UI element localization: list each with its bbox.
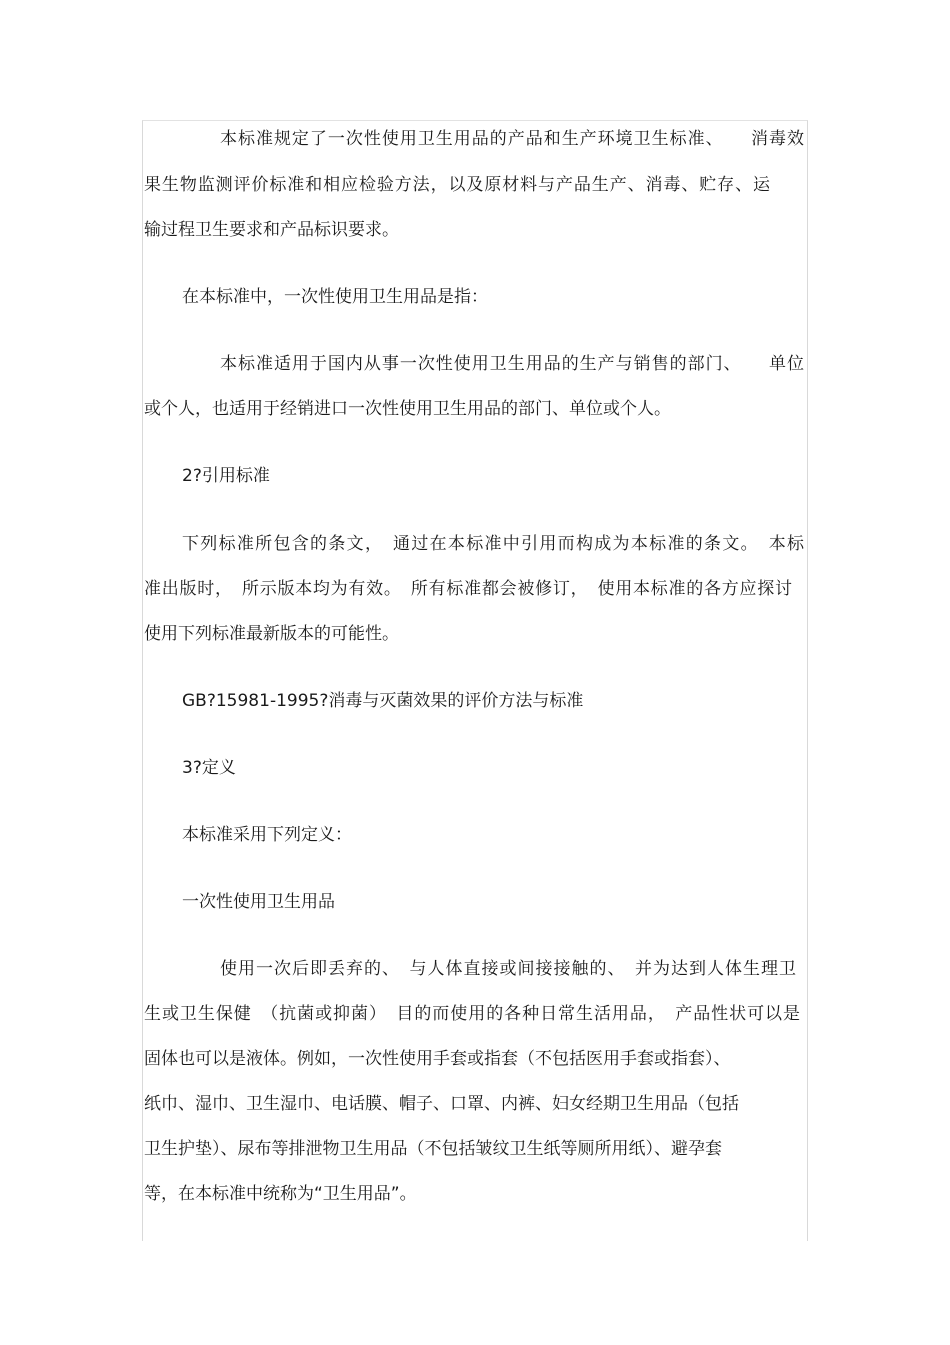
term-definition-line-4: 纸巾、湿巾、卫生湿巾、电话膜、帽子、口罩、内裤、妇女经期卫生用品（包括 <box>144 1094 739 1114</box>
applicability-line-2: 或个人，也适用于经销进口一次性使用卫生用品的部门、单位或个人。 <box>144 399 671 419</box>
term-heading: 一次性使用卫生用品 <box>182 892 335 912</box>
references-line-1: 下列标准所包含的条文， 通过在本标准中引用而构成为本标准的条文。 本标 <box>182 534 804 554</box>
scope-intro-line-2: 果生物监测评价标准和相应检验方法，以及原材料与产品生产、消毒、贮存、运 <box>144 175 770 195</box>
scope-intro-line-1: 本标准规定了一次性使用卫生用品的产品和生产环境卫生标准、 消毒效 <box>220 129 804 149</box>
applicability-line-1: 本标准适用于国内从事一次性使用卫生用品的生产与销售的部门、 单位 <box>220 354 804 374</box>
term-definition-line-2: 生或卫生保健 （抗菌或抑菌） 目的而使用的各种日常生活用品， 产品性状可以是 <box>144 1004 800 1024</box>
term-definition-line-3: 固体也可以是液体。例如，一次性使用手套或指套（不包括医用手套或指套）、 <box>144 1049 731 1069</box>
scope-intro-line-3: 输过程卫生要求和产品标识要求。 <box>144 220 399 240</box>
section-3-heading: 3?定义 <box>182 758 236 778</box>
reference-gb15981: GB?15981-1995?消毒与灭菌效果的评价方法与标准 <box>182 691 584 711</box>
term-definition-line-6: 等，在本标准中统称为“卫生用品”。 <box>144 1184 417 1204</box>
definition-lead-line: 在本标准中，一次性使用卫生用品是指： <box>182 287 488 307</box>
term-definition-line-5: 卫生护垫）、尿布等排泄物卫生用品（不包括皱纹卫生纸等厕所用纸）、避孕套 <box>144 1139 722 1159</box>
references-line-2: 准出版时， 所示版本均为有效。 所有标准都会被修订， 使用本标准的各方应探讨 <box>144 579 792 599</box>
section-2-heading: 2?引用标准 <box>182 466 270 486</box>
references-line-3: 使用下列标准最新版本的可能性。 <box>144 624 399 644</box>
term-definition-line-1: 使用一次后即丢弃的、 与人体直接或间接接触的、 并为达到人体生理卫 <box>220 959 796 979</box>
definitions-lead: 本标准采用下列定义： <box>182 825 352 845</box>
